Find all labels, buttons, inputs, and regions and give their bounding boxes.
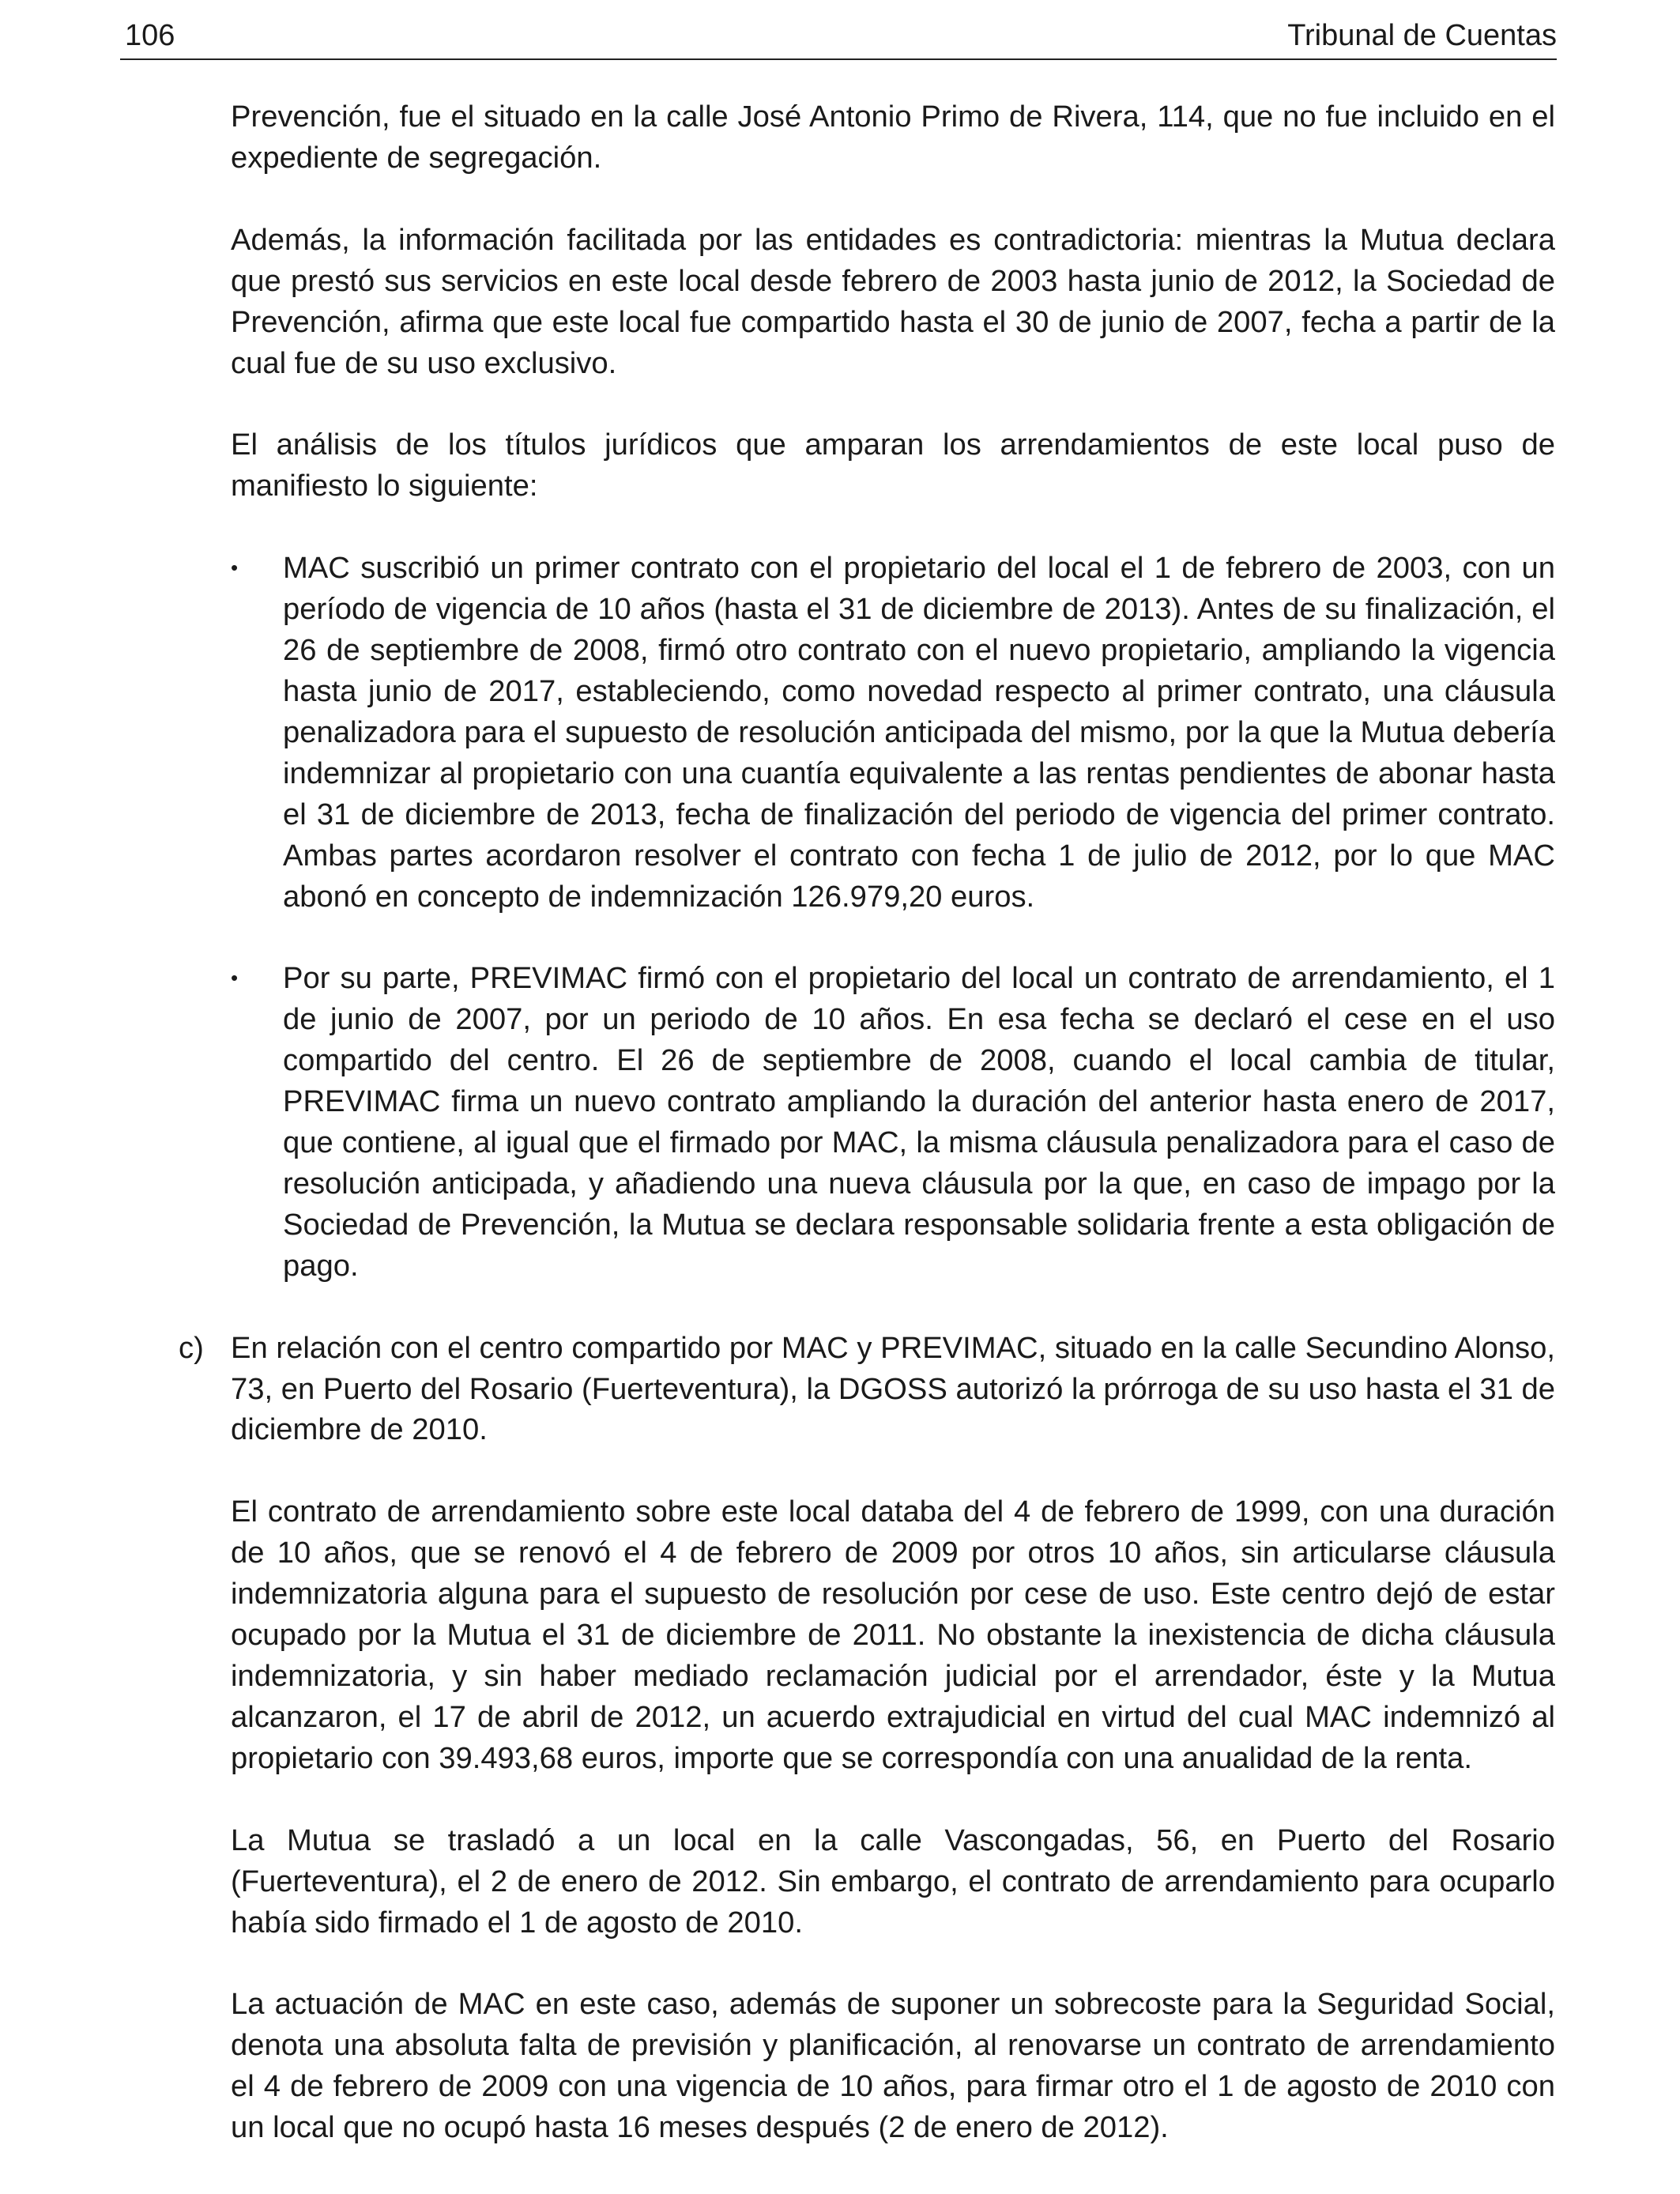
bullet-icon: • [231,966,239,990]
paragraph-prevencion: Prevención, fue el situado en la calle José Antonio Primo de Rivera, 114, que no fue incluido en el expediente de segregación. [231,100,1555,175]
bullet-list [231,548,1555,1286]
paragraph-analisis: El análisis de los títulos jurídicos que amparan los arrendamientos de este local puso de manifiesto lo siguiente: [231,428,1555,503]
list-item [231,958,1555,1286]
document-body [179,96,1555,2189]
section-c-letter: c) [179,1330,204,1365]
list-item-text: Por su parte, PREVIMAC firmó con el propietario del local un contrato de arrendamiento, el 1 de junio de 2007, por un periodo de 10 años. En esa fecha se declaró el cese en el uso compartido del centro. El 26 de septiembre de 2008, cuando el local cambia de titular, PREVIMAC firma un nuevo contrato ampliando la duración del anterior hasta enero de 2017, que contiene, al igual que el firmado por MAC, la misma cláusula penalizadora para el caso de resolución anticipada, y añadiendo una nueva cláusula por la que, en caso de impago por la Sociedad de Prevención, la Mutua se declara responsable solidaria frente a esta obligación de pago. [283,961,1555,1283]
section-c [179,1328,1555,1451]
header-title: Tribunal de Cuentas [1287,19,1557,52]
paragraph-contrato-1999: El contrato de arrendamiento sobre este local databa del 4 de febrero de 1999, con una duración de 10 años, que se renovó el 4 de febrero de 2009 por otros 10 años, sin articularse cláusula indemnizatoria alguna para el supuesto de resolución por cese de uso. Este centro dejó de estar ocupado por la Mutua el 31 de diciembre de 2011. No obstante la inexistencia de dicha cláusula indemnizatoria, y sin haber mediado reclamación judicial por el arrendador, éste y la Mutua alcanzaron, el 17 de abril de 2012, un acuerdo extrajudicial en virtud del cual MAC indemnizó al propietario con 39.493,68 euros, importe que se correspondía con una anualidad de la renta. [231,1495,1555,1775]
list-item [231,548,1555,917]
page-number: 106 [125,19,175,52]
paragraph-contradictoria: Además, la información facilitada por las entidades es contradictoria: mientras la Mutua declara que prestó sus servicios en este local desde febrero de 2003 hasta junio de 2012, la Sociedad de Prevención, afirma que este local fue compartido hasta el 30 de junio de 2007, fecha a partir de la cual fue de su uso exclusivo. [231,222,1555,380]
list-item-text: MAC suscribió un primer contrato con el propietario del local el 1 de febrero de 2003, con un período de vigencia de 10 años (hasta el 31 de diciembre de 2013). Antes de su finalización, el 26 de septiembre de 2008, firmó otro contrato con el nuevo propietario, ampliando la vigencia hasta junio de 2017, estableciendo, como novedad respecto al primer contrato, una cláusula penalizadora para el supuesto de resolución anticipada del mismo, por la que la Mutua debería indemnizar al propietario con una cuantía equivalente a las rentas pendientes de abonar hasta el 31 de diciembre de 2013, fecha de finalización del periodo de vigencia del primer contrato. Ambas partes acordaron resolver el contrato con fecha 1 de julio de 2012, por lo que MAC abonó en concepto de indemnización 126.979,20 euros. [283,551,1555,914]
paragraph-vascongadas: La Mutua se trasladó a un local en la calle Vascongadas, 56, en Puerto del Rosario (Fuerteventura), el 2 de enero de 2012. Sin embargo, el contrato de arrendamiento para ocuparlo había sido firmado el 1 de agosto de 2010. [231,1823,1555,1940]
section-c-text: En relación con el centro compartido por MAC y PREVIMAC, situado en la calle Secundino Alonso, 73, en Puerto del Rosario (Fuerteventura), la DGOSS autorizó la prórroga de su uso hasta el 31 de diciembre de 2010. [231,1330,1555,1447]
bullet-icon: • [231,556,239,580]
page-header [120,14,1557,60]
paragraph-actuacion-mac: La actuación de MAC en este caso, además de suponer un sobrecoste para la Seguridad Social, denota una absoluta falta de previsión y planificación, al renovarse un contrato de arrendamiento el 4 de febrero de 2009 con una vigencia de 10 años, para firmar otro el 1 de agosto de 2010 con un local que no ocupó hasta 16 meses después (2 de enero de 2012). [231,1987,1555,2145]
